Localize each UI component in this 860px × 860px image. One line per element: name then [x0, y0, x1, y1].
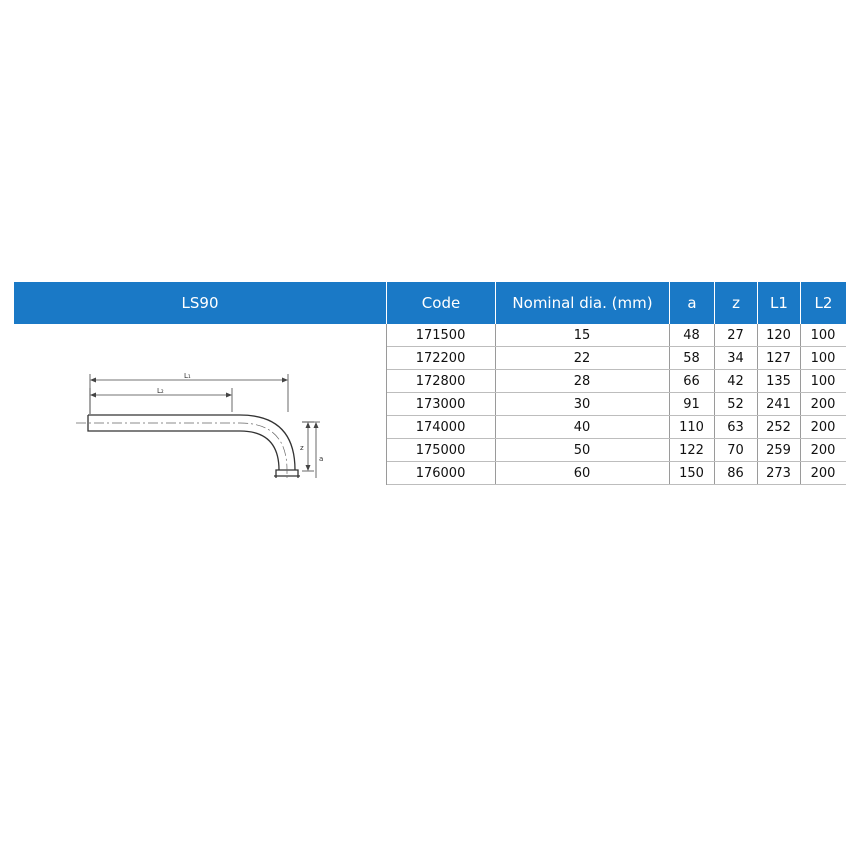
dim-label-l2: L₂ [157, 387, 164, 395]
cell-a: 150 [669, 462, 714, 484]
cell-code: 172800 [415, 373, 466, 389]
cell-z: 86 [714, 462, 757, 484]
cell-z: 42 [714, 370, 757, 392]
header-l2: L2 [800, 282, 846, 324]
header-row [14, 282, 846, 324]
elbow-drawing [14, 324, 386, 478]
cell-z: 34 [714, 347, 757, 369]
header-a: a [669, 282, 714, 324]
table-row [387, 393, 846, 416]
cell-l1: 259 [757, 439, 800, 461]
cell-nominal: 30 [495, 393, 669, 415]
cell-a: 110 [669, 416, 714, 438]
table-row [387, 324, 846, 347]
cell-nominal: 28 [495, 370, 669, 392]
bend-outer [240, 415, 295, 470]
cell-l2: 200 [800, 416, 846, 438]
cell-code: 175000 [415, 442, 466, 458]
cell-l2: 100 [800, 324, 846, 346]
product-title: LS90 [181, 294, 219, 312]
table-row [387, 347, 846, 370]
pipe-outline-lower [88, 415, 240, 431]
spec-table [14, 282, 846, 485]
cell-a: 91 [669, 393, 714, 415]
cell-l1: 252 [757, 416, 800, 438]
cell-nominal: 50 [495, 439, 669, 461]
cell-a: 122 [669, 439, 714, 461]
cell-z: 70 [714, 439, 757, 461]
cell-l1: 273 [757, 462, 800, 484]
table-row [387, 462, 846, 485]
table-body [386, 324, 846, 485]
cell-l1: 241 [757, 393, 800, 415]
cell-code: 174000 [415, 419, 466, 435]
bend-inner [240, 431, 279, 470]
cell-z: 52 [714, 393, 757, 415]
header-code: Code [386, 282, 495, 324]
cell-code: 173000 [415, 396, 466, 412]
cell-code: 172200 [415, 350, 466, 366]
cell-l2: 100 [800, 347, 846, 369]
cell-code: 176000 [415, 465, 466, 481]
cell-nominal: 40 [495, 416, 669, 438]
cell-l2: 200 [800, 393, 846, 415]
cell-a: 66 [669, 370, 714, 392]
header-nominal-dia: Nominal dia. (mm) [495, 282, 669, 324]
table-row [387, 439, 846, 462]
cell-nominal: 15 [495, 324, 669, 346]
dim-label-z: z [300, 444, 304, 452]
cell-l1: 127 [757, 347, 800, 369]
elbow-drawing-svg [14, 324, 386, 478]
cell-z: 63 [714, 416, 757, 438]
cell-l2: 100 [800, 370, 846, 392]
header-l1: L1 [757, 282, 800, 324]
cell-a: 48 [669, 324, 714, 346]
cell-l2: 200 [800, 462, 846, 484]
body-row [14, 324, 846, 485]
cell-nominal: 22 [495, 347, 669, 369]
cell-z: 27 [714, 324, 757, 346]
dim-label-a: a [319, 455, 324, 463]
table-row [387, 416, 846, 439]
cell-l1: 135 [757, 370, 800, 392]
table-row [387, 370, 846, 393]
cell-l2: 200 [800, 439, 846, 461]
header-z: z [714, 282, 757, 324]
cell-a: 58 [669, 347, 714, 369]
cell-code: 171500 [415, 327, 466, 343]
cell-nominal: 60 [495, 462, 669, 484]
cell-l1: 120 [757, 324, 800, 346]
dim-label-l1: L₁ [184, 372, 191, 380]
